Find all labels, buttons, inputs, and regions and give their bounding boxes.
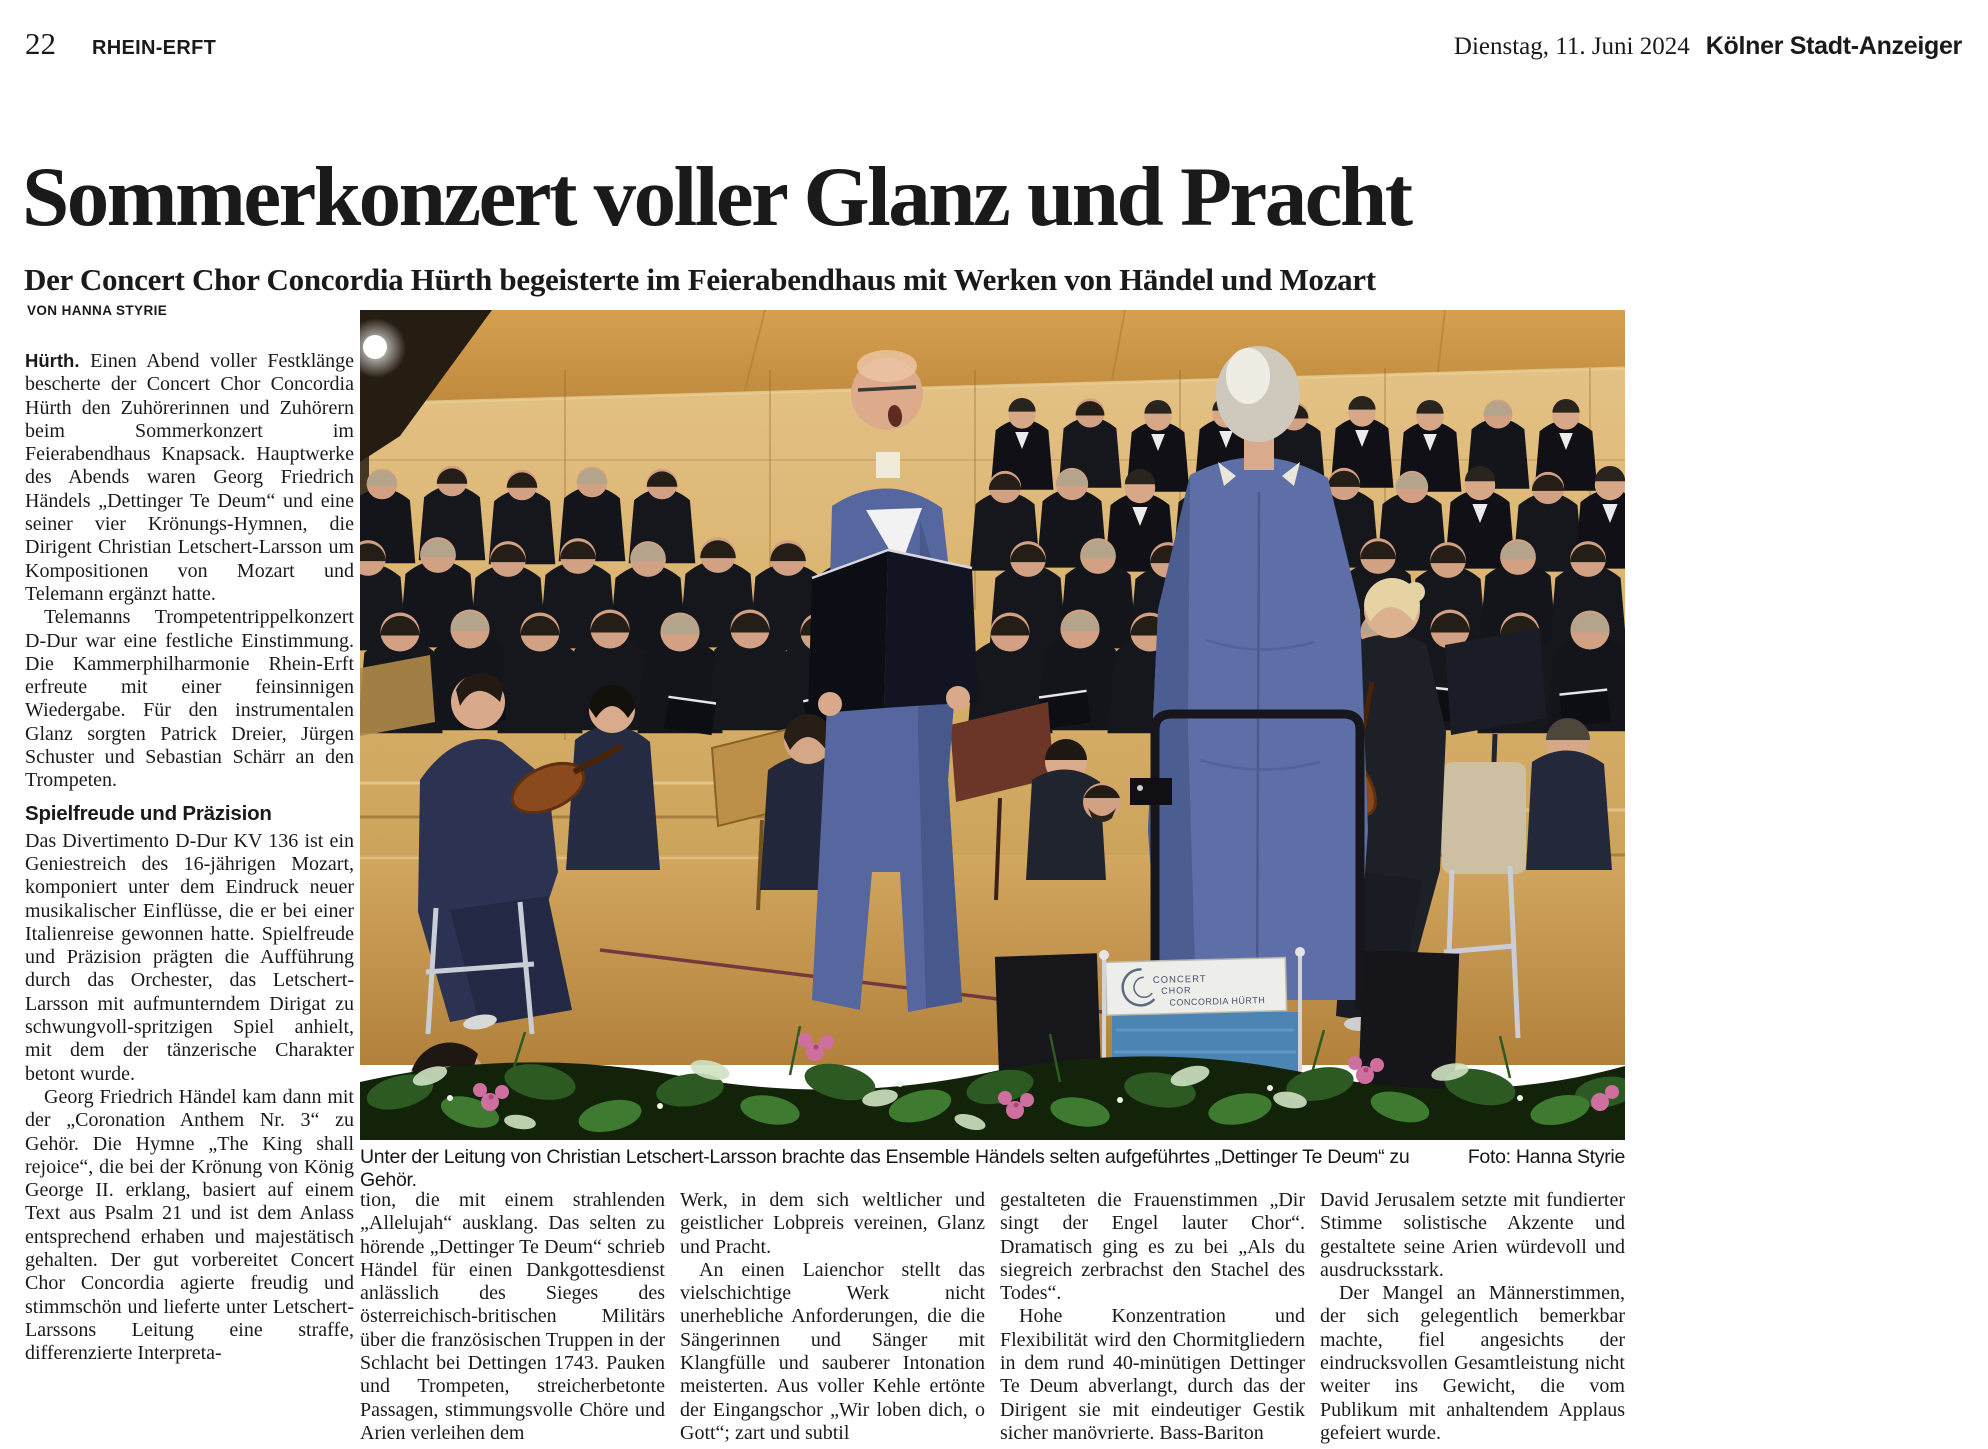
bottom-columns (360, 1189, 1625, 1449)
body-paragraph: Der Mangel an Männerstimmen, der sich gelegentlich bemerkbar machte, fiel angesichts der eindrucksvollen Gesamtleistung nicht weiter ins Gewicht, die vom Publikum mit anhaltendem Applaus gefeiert wurde. (1320, 1282, 1625, 1444)
column-1 (360, 1189, 665, 1449)
caption-text: Unter der Leitung von Christian Letschert-Larsson brachte das Ensemble Händels selten aufgeführtes „Dettinger Te Deum“ zu Gehör. (360, 1146, 1410, 1191)
issue-date: Dienstag, 11. Juni 2024 (1453, 33, 1690, 60)
photo-caption (360, 1146, 1625, 1192)
body-paragraph: Telemanns Trompetentrippelkonzert D-Dur war eine festliche Einstimmung. Die Kammerphilharmonie Rhein-Erft erfreute mit einer feinsinnigen Wiedergabe. Für den instrumentalen Glanz sorgten Patrick Dreier, Jürgen Schuster und Sebastian Schärr an den Trompeten. (25, 606, 354, 792)
concert-photo-illustration (360, 310, 1625, 1140)
column-2 (680, 1189, 985, 1449)
sign-line-2: CHOR (1160, 985, 1192, 996)
crosshead: Spielfreude und Präzision (25, 801, 272, 825)
page-header (25, 26, 1962, 62)
body-paragraph: An einen Laienchor stellt das vielschichtige Werk nicht unerhebliche Anforderungen, die die Sängerinnen und Sänger mit Klangfülle und sauberer Intonation meisterten. Aus voller Kehle ertönte der Eingangschor „Wir loben dich, o Gott“; zart und subtil (680, 1258, 985, 1444)
body-paragraph: Hohe Konzentration und Flexibilität wird den Chormitgliedern in dem rund 40-minütigen Dettinger Te Deum abverlangt, durch das der Dirigent sie mit eindeutiger Gestik sicher manövrierte. Bass-Bariton (1000, 1305, 1305, 1444)
article-headline: Sommerkonzert voller Glanz und Pracht (22, 149, 1411, 244)
sign-line-1: CONCERT (1152, 973, 1207, 987)
body-paragraph: gestalteten die Frauenstimmen „Dir singt der Engel lauter Chor“. Dramatisch ging es zu bei „Als du siegreich zerbrachst den Stachel des Todes“. (1000, 1189, 1305, 1305)
column-4 (1320, 1189, 1625, 1449)
paper-name: Kölner Stadt-Anzeiger (1705, 32, 1962, 60)
choir-sign (1105, 958, 1286, 1016)
sign-line-3: CONCORDIA HÜRTH (1169, 995, 1266, 1008)
body-paragraph: Georg Friedrich Händel kam dann mit der „Coronation Anthem Nr. 3“ zu Gehör. Die Hymne „The King shall rejoice“, die bei der Krönung von König George II. erklang, basiert auf einem Text aus Psalm 21 und ist dem Anlass entsprechend erhaben und majestätisch gehalten. Der gut vorbereitet Concert Chor Concordia agierte freudig und stimmschön und lieferte unter Letschert-Larssons Leitung eine straffe, differenzierte Interpreta- (25, 1085, 354, 1365)
photo-credit: Foto: Hanna Styrie (1467, 1146, 1625, 1168)
concert-photo (360, 310, 1625, 1140)
lead-location: Hürth. (25, 350, 80, 371)
page-number: 22 (25, 26, 56, 61)
article-subheadline: Der Concert Chor Concordia Hürth begeisterte im Feierabendhaus mit Werken von Händel und Mozart (24, 261, 1376, 297)
left-column (25, 349, 354, 1449)
section-label: RHEIN-ERFT (92, 37, 217, 59)
body-paragraph (25, 349, 354, 606)
body-paragraph: tion, die mit einem strahlenden „Allelujah“ ausklang. Das selten zu hörende „Dettinger Te Deum“ schrieb Händel für einen Dankgottesdienst anlässlich des Sieges des österreichisch-britischen Militärs über die französischen Truppen in der Schlacht bei Dettingen 1743. Pauken und Trompeten, streicherbetonte Passagen, stimmungsvolle Chöre und Arien verleihen dem (360, 1189, 665, 1444)
byline: VON HANNA STYRIE (27, 303, 168, 318)
body-paragraph: David Jerusalem setzte mit fundierter Stimme solistische Akzente und gestaltete seine Arien würdevoll und ausdrucksstark. (1320, 1189, 1625, 1281)
body-paragraph: Werk, in dem sich weltlicher und geistlicher Lobpreis vereinen, Glanz und Pracht. (680, 1189, 985, 1258)
body-paragraph: Das Divertimento D-Dur KV 136 ist ein Geniestreich des 16-jährigen Mozart, komponiert unter dem Eindruck neuer musikalischer Einflüsse, die er bei einer Italienreise gewonnen hatte. Spielfreude und Präzision prägten die Aufführung durch das Orchester, das Letschert-Larsson mit aufmunterndem Dirigat zu schwungvoll-spritzigen Spiel anhielt, mit dem der tänzerische Charakter betont wurde. (25, 829, 354, 1085)
paragraph-text: Einen Abend voller Festklänge bescherte der Concert Chor Concordia Hürth den Zuhörerinnen und Zuhörern beim Sommerkonzert im Feierabendhaus Knapsack. Hauptwerke des Abends waren Georg Friedrich Händels „Dettinger Te Deum“ und eine seiner vier Krönungs-Hymnen, die Dirigent Christian Letschert-Larsson um Kompositionen von Mozart und Telemann ergänzt hatte. (25, 350, 354, 605)
page-header-left (25, 26, 216, 62)
page-header-right (1454, 32, 1962, 61)
column-3 (1000, 1189, 1305, 1449)
